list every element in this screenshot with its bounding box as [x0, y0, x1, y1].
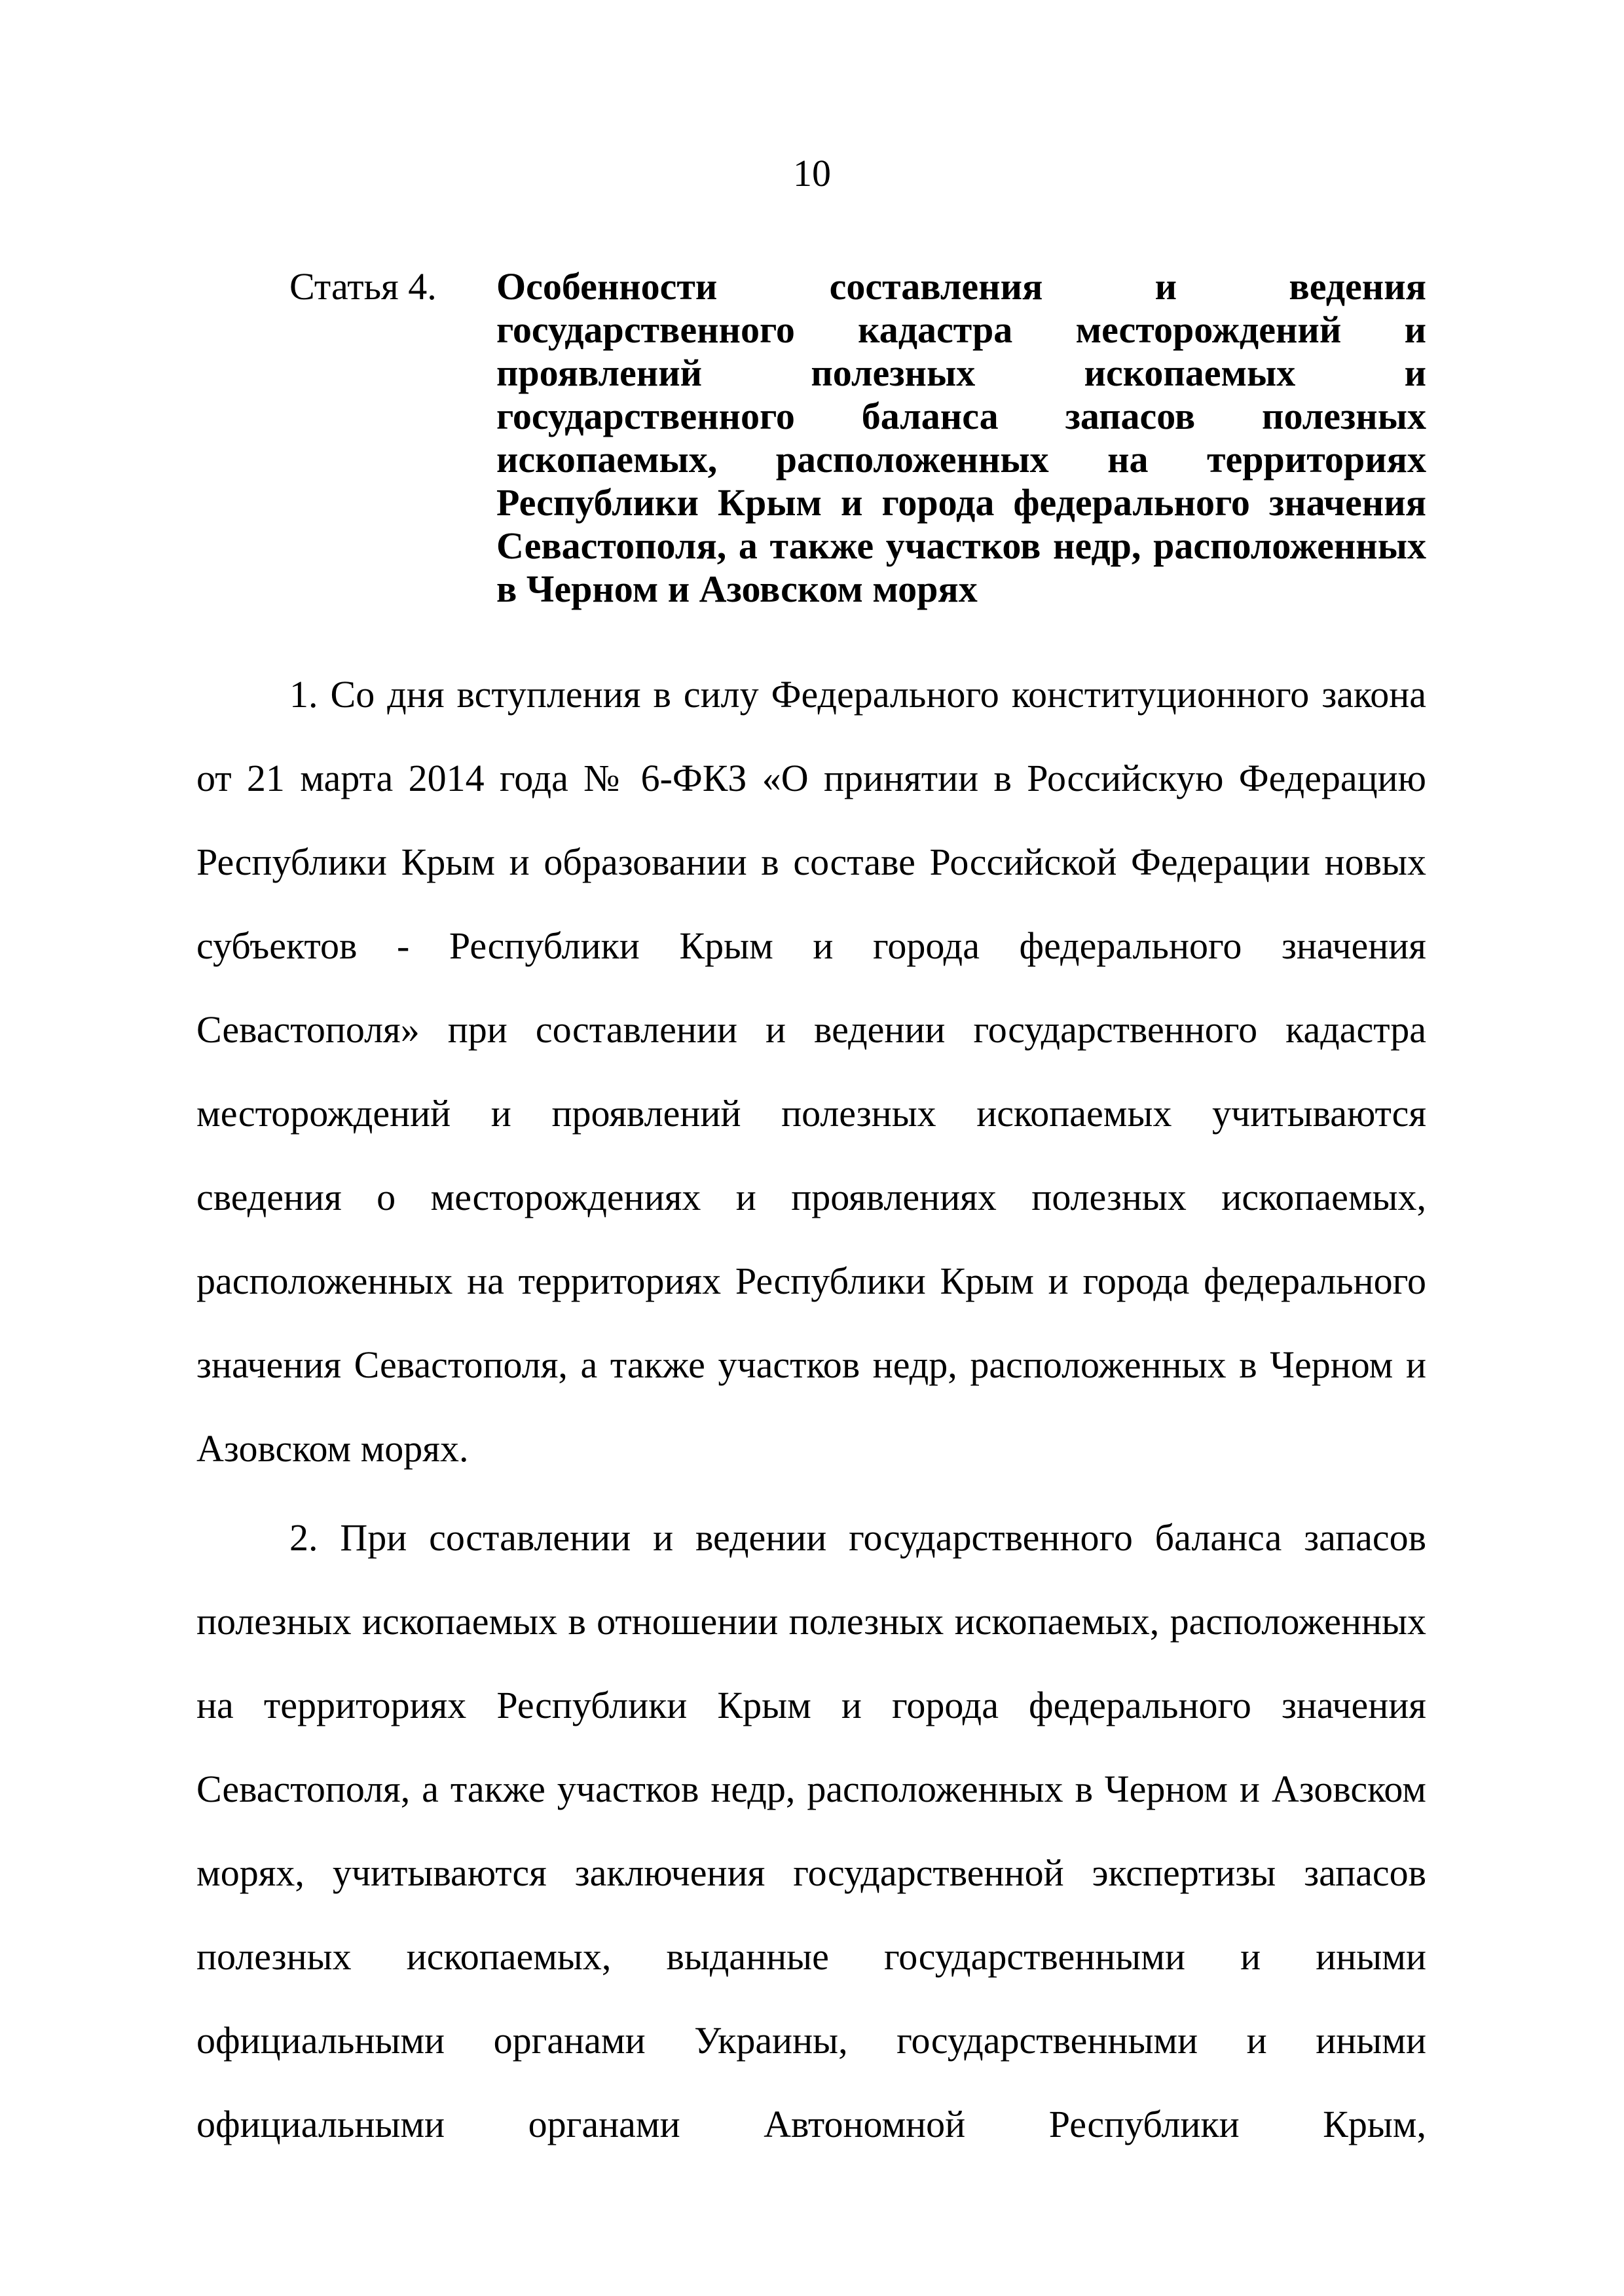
paragraph-line: на территориях Республики Крым и города федерального значения — [196, 1684, 1426, 1726]
paragraph-line: значения Севастополя, а также участков недр, расположенных в Черном и — [196, 1343, 1426, 1386]
article-title-line: в Черном и Азовском морях — [496, 568, 978, 610]
article-title-line: Республики Крым и города федерального значения — [496, 481, 1426, 524]
page-number: 10 — [793, 152, 831, 194]
paragraph-line: месторождений и проявлений полезных ископаемых учитываются — [196, 1092, 1426, 1135]
paragraph-2 — [196, 1516, 1426, 2187]
paragraph-line: полезных ископаемых в отношении полезных ископаемых, расположенных — [196, 1600, 1426, 1643]
article-title-line: государственного кадастра месторождений и — [496, 308, 1426, 351]
article-title-line: государственного баланса запасов полезных — [496, 395, 1426, 437]
paragraph-1 — [196, 673, 1426, 1511]
paragraph-line: сведения о месторождениях и проявлениях полезных ископаемых, — [196, 1176, 1426, 1218]
paragraph-line: полезных ископаемых, выданные государственными и иными — [196, 1935, 1426, 1978]
paragraph-line: расположенных на территориях Республики Крым и города федерального — [196, 1260, 1426, 1302]
article-title — [496, 265, 1426, 611]
article-title-line: Особенности составления и ведения — [496, 265, 1426, 308]
paragraph-line: официальными органами Автономной Республики Крым, — [196, 2103, 1426, 2145]
paragraph-line: 1. Со дня вступления в силу Федерального конституционного закона — [289, 673, 1426, 716]
paragraph-line: Севастополя» при составлении и ведении государственного кадастра — [196, 1008, 1426, 1051]
paragraph-line: Республики Крым и образовании в составе Российской Федерации новых — [196, 841, 1426, 883]
paragraph-line: от 21 марта 2014 года № 6-ФКЗ «О принятии в Российскую Федерацию — [196, 757, 1426, 799]
article-label: Статья 4. — [289, 265, 437, 308]
paragraph-line: морях, учитываются заключения государственной экспертизы запасов — [196, 1851, 1426, 1894]
article-title-line: ископаемых, расположенных на территориях — [496, 438, 1426, 481]
paragraph-line: официальными органами Украины, государственными и иными — [196, 2019, 1426, 2062]
paragraph-line: субъектов - Республики Крым и города федерального значения — [196, 924, 1426, 967]
article-title-line: Севастополя, а также участков недр, расположенных — [496, 524, 1426, 567]
paragraph-line: 2. При составлении и ведении государственного баланса запасов — [289, 1516, 1426, 1559]
paragraph-line: Азовском морях. — [196, 1427, 469, 1470]
article-title-line: проявлений полезных ископаемых и — [496, 352, 1426, 394]
paragraph-line: Севастополя, а также участков недр, расположенных в Черном и Азовском — [196, 1768, 1426, 1810]
